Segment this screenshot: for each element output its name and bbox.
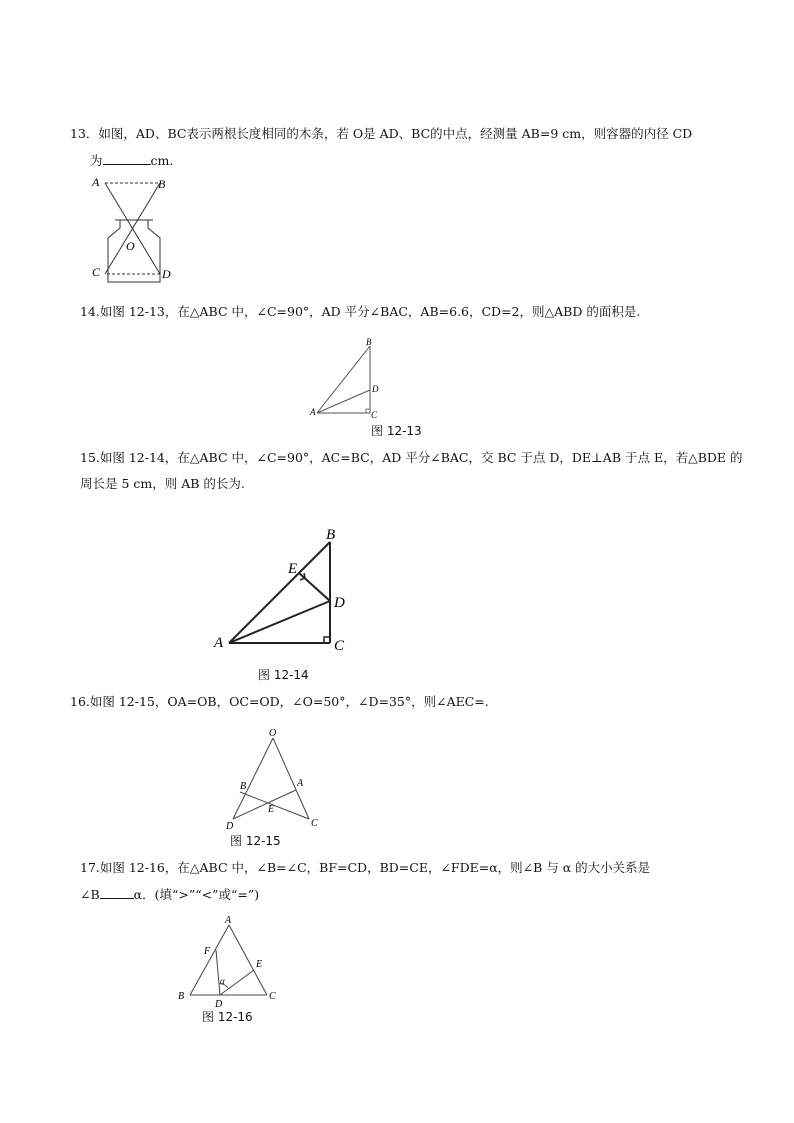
fig1216-label-f: F	[204, 946, 211, 957]
fig1214-label-b: B	[326, 527, 336, 543]
caption-12-16: 图 12-16	[202, 1010, 253, 1024]
fig1214-label-d: D	[334, 595, 345, 611]
figure-12-13	[308, 334, 388, 422]
question-15-line1: 15.如图 12-14，在△ABC 中，∠C=90°，AC=BC，AD 平分∠BAC，交 BC 于点 D，DE⊥AB 于点 E，若△BDE 的	[80, 450, 743, 465]
fig13-label-o: O	[126, 239, 135, 253]
question-17-suffix: α．(填“>”“<”或“=”)	[133, 887, 260, 902]
question-14-text: 14.如图 12-13，在△ABC 中，∠C=90°，AD 平分∠BAC，AB=6.6，CD=2，则△ABD 的面积是.	[80, 304, 641, 319]
fig1216-label-b: B	[178, 991, 185, 1002]
fig1213-label-a: A	[310, 407, 316, 417]
fig13-label-b: B	[158, 177, 166, 191]
answer-blank-17[interactable]	[100, 884, 134, 899]
question-17-line1: 17.如图 12-16，在△ABC 中，∠B=∠C，BF=CD，BD=CE，∠FDE=α，则∠B 与 α 的大小关系是	[80, 860, 651, 875]
fig1215-label-d: D	[226, 821, 234, 832]
question-13-line1: 13．如图，AD、BC表示两根长度相同的木条，若 O是 AD、BC的中点，经测量 AB=9 cm，则容器的内径 CD	[70, 126, 693, 141]
fig1216-label-e: E	[256, 959, 263, 970]
question-13-line2	[90, 150, 173, 171]
fig13-label-d: D	[162, 267, 171, 281]
fig1213-label-b: B	[366, 337, 372, 347]
caption-12-14: 图 12-14	[258, 668, 309, 682]
fig1213-label-c: C	[371, 410, 378, 420]
fig1216-label-a: A	[225, 915, 232, 926]
figure-13-container	[85, 172, 185, 290]
question-15-line2: 周长是 5 cm，则 AB 的长为.	[80, 476, 245, 491]
fig1215-label-a: A	[297, 778, 304, 789]
fig1215-label-o: O	[269, 728, 277, 739]
caption-12-13: 图 12-13	[371, 424, 422, 438]
question-16-text: 16.如图 12-15，OA=OB，OC=OD，∠O=50°，∠D=35°，则∠AEC=.	[70, 694, 489, 709]
fig1216-label-d: D	[215, 999, 223, 1010]
fig1215-label-b: B	[240, 781, 247, 792]
figure-12-15	[222, 726, 332, 834]
question-13-prefix: 为	[90, 153, 103, 168]
figure-12-16	[174, 912, 286, 1012]
fig1213-label-d: D	[372, 384, 379, 394]
fig1215-label-e: E	[268, 804, 275, 815]
figure-12-14	[208, 522, 358, 658]
fig1214-label-c: C	[334, 638, 345, 654]
caption-12-15: 图 12-15	[230, 834, 281, 848]
fig1214-label-e: E	[288, 561, 298, 577]
fig1215-label-c: C	[311, 818, 318, 829]
question-13-suffix: cm.	[150, 153, 174, 168]
fig1216-label-alpha: α	[220, 976, 225, 986]
fig1216-label-c: C	[269, 991, 276, 1002]
question-17-prefix: ∠B	[80, 887, 100, 902]
fig13-label-a: A	[92, 175, 100, 189]
fig1214-label-a: A	[214, 635, 224, 651]
fig13-label-c: C	[92, 265, 101, 279]
answer-blank-13[interactable]	[103, 150, 151, 165]
question-17-line2	[80, 884, 259, 905]
